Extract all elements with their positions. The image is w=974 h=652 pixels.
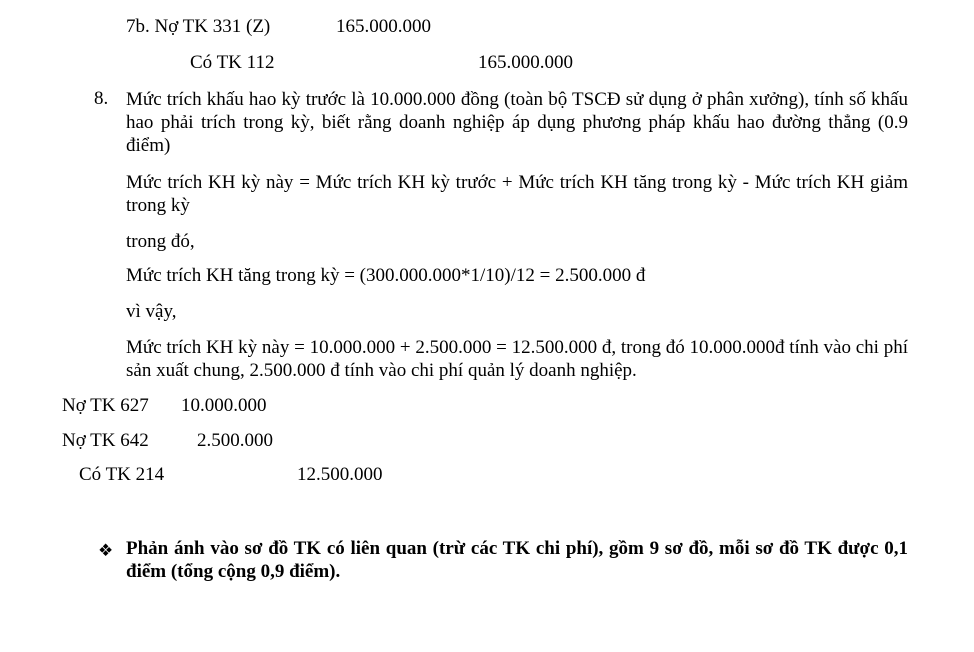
therefore-text: vì vậy, [126,301,177,322]
entry-8-debit1-amount: 10.000.000 [181,395,267,416]
depreciation-result: Mức trích KH kỳ này = 10.000.000 + 2.500.000 = 12.500.000 đ, trong đó 10.000.000đ tính vào chi phí sản xuất chung, 2.500.000 đ tính vào chi phí quản lý doanh nghiệp. [126,337,908,381]
note-text: Phản ánh vào sơ đồ TK có liên quan (trừ các TK chi phí), gồm 9 sơ đồ, mỗi sơ đồ TK được 0,1 điểm (tổng cộng 0,9 điểm). [126,538,908,582]
increase-calculation: Mức trích KH tăng trong kỳ = (300.000.000*1/10)/12 = 2.500.000 đ [126,265,646,286]
diamond-bullet-icon: ❖ [98,541,114,560]
entry-7b-debit-amount: 165.000.000 [336,16,431,37]
entry-7b-debit-label: 7b. Nợ TK 331 (Z) [126,16,271,37]
entry-8-debit1-label: Nợ TK 627 [62,395,149,416]
entry-8-credit-amount: 12.500.000 [297,464,383,485]
depreciation-formula: Mức trích KH kỳ này = Mức trích KH kỳ trước + Mức trích KH tăng trong kỳ - Mức trích KH giảm trong kỳ [126,172,908,216]
where-text: trong đó, [126,231,195,252]
entry-8-debit2-label: Nợ TK 642 [62,430,149,451]
entry-7b-credit-amount: 165.000.000 [478,52,573,73]
item-8-number: 8. [94,88,109,109]
entry-8-debit2-amount: 2.500.000 [197,430,273,451]
entry-8-credit-label: Có TK 214 [79,464,165,485]
item-8-question: Mức trích khấu hao kỳ trước là 10.000.000 đồng (toàn bộ TSCĐ sử dụng ở phân xưởng), tính số khấu hao phải trích trong kỳ, biết rằng doanh nghiệp áp dụng phương pháp khấu hao đường thẳng (0.9 điểm) [126,89,908,156]
entry-7b-credit-label: Có TK 112 [190,52,275,73]
